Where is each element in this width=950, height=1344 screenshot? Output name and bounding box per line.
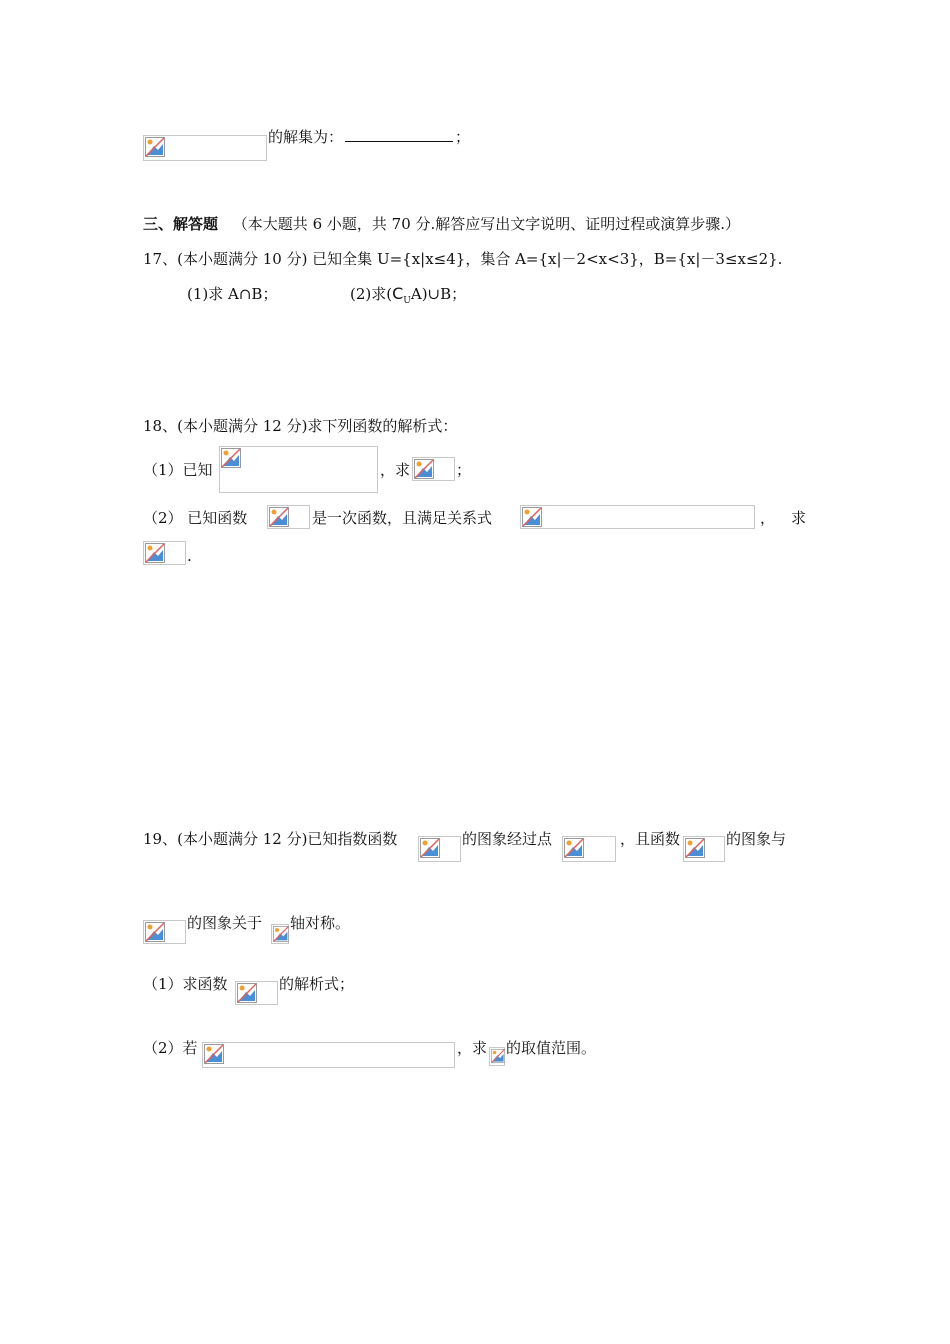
q18-stem: 18、(本小题满分 12 分)求下列函数的解析式： (143, 417, 458, 435)
broken-image-icon (491, 1049, 505, 1063)
formula-image (520, 505, 755, 529)
q19-stem-b: 的图象经过点 (462, 830, 553, 848)
q16-tail-end: ； (455, 128, 471, 146)
broken-image-icon (273, 926, 289, 942)
formula-image (267, 505, 310, 529)
q19-p2-a: （2）若 (143, 1039, 198, 1057)
formula-image (271, 924, 289, 944)
q17-part2-tail: A)∪B； (410, 285, 467, 303)
formula-image (412, 457, 455, 481)
q18-p2-a: （2） 已知函数 (143, 509, 248, 527)
section-heading (143, 214, 740, 234)
formula-image (489, 1047, 505, 1066)
formula-image (143, 920, 186, 944)
q19-stem-a: 19、(本小题满分 12 分)已知指数函数 (143, 830, 398, 848)
formula-image (143, 541, 186, 565)
answer-blank (345, 127, 453, 142)
q18-p1-c: ； (456, 461, 472, 479)
q19-p1-b: 的解析式； (279, 975, 355, 993)
formula-image (143, 135, 267, 161)
broken-image-icon (420, 838, 440, 858)
q19-stem-d: 的图象与 (726, 830, 787, 848)
section-title: 三、解答题 (143, 215, 219, 233)
formula-image (202, 1042, 455, 1068)
q19-line2-a: 的图象关于 (187, 914, 263, 932)
q19-p1-a: （1）求函数 (143, 975, 228, 993)
broken-image-icon (685, 838, 705, 858)
q18-p2-b: 是一次函数，且满足关系式 (312, 509, 493, 527)
broken-image-icon (522, 507, 542, 527)
q18-p1-b: ，求 (380, 461, 411, 479)
broken-image-icon (145, 543, 165, 563)
formula-image (418, 836, 461, 862)
q18-p2-c: ， (760, 509, 776, 527)
section-note: （本大题共 6 小题，共 70 分.解答应写出文字说明、证明过程或演算步骤.） (232, 215, 741, 233)
broken-image-icon (145, 137, 165, 157)
q18-p2-d: 求 (791, 509, 807, 527)
broken-image-icon (414, 459, 434, 479)
formula-image (562, 836, 616, 862)
formula-image (235, 981, 278, 1005)
q18-p2-e: . (187, 547, 192, 565)
q19-stem-c: ，且函数 (620, 830, 681, 848)
broken-image-icon (237, 983, 257, 1003)
q18-p1-a: （1）已知 (143, 461, 213, 479)
q17-part1: (1)求 A∩B； (187, 285, 278, 303)
q19-p2-b: ，求 (457, 1039, 488, 1057)
formula-image (219, 446, 378, 493)
complement-subscript: U (403, 296, 411, 306)
broken-image-icon (145, 922, 165, 942)
q17-part2-a: (2)求( (350, 285, 393, 303)
q16-tail (268, 127, 470, 147)
broken-image-icon (564, 838, 584, 858)
formula-image (683, 836, 725, 862)
q17-stem: 17、(本小题满分 10 分) 已知全集 U={x|x≤4}，集合 A={x|－2<x<3}，B={x|－3≤x≤2}. (143, 250, 783, 268)
q19-p2-c: 的取值范围。 (506, 1039, 597, 1057)
broken-image-icon (269, 507, 289, 527)
q16-tail-text: 的解集为： (268, 128, 344, 146)
q17-part2 (350, 284, 466, 311)
broken-image-icon (204, 1044, 224, 1064)
complement-symbol: C (392, 284, 404, 303)
broken-image-icon (221, 448, 241, 468)
q19-line2-b: 轴对称。 (290, 914, 351, 932)
